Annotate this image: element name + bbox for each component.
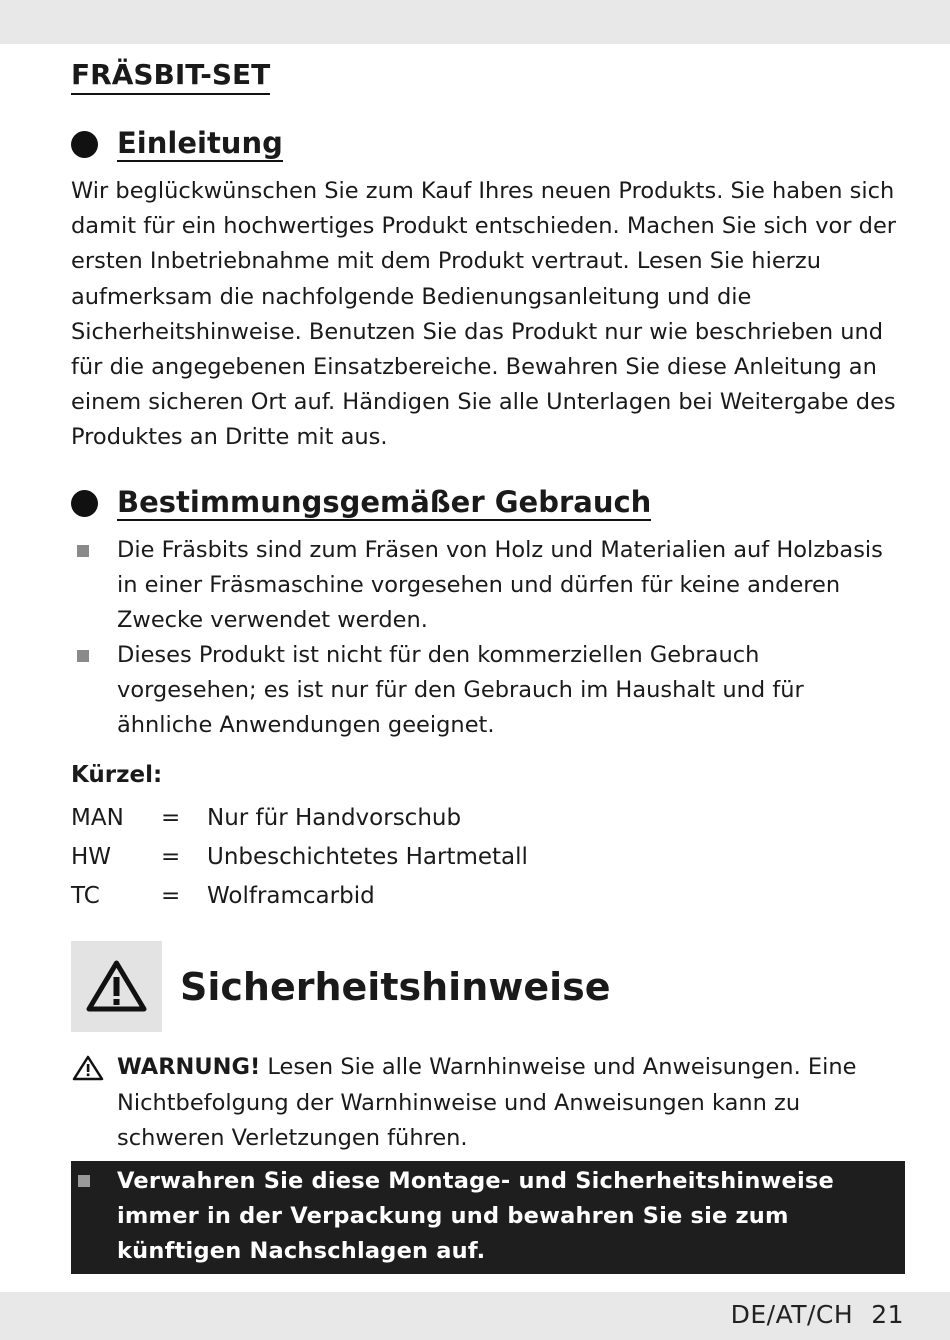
list-item [71,638,906,743]
page-number: 21 [871,1300,904,1329]
abbreviation-equals: = [161,844,181,870]
square-bullet-icon [77,545,89,557]
warning-paragraph [71,1050,911,1157]
footer-locale: DE/AT/CH [730,1300,854,1329]
list-item-text: Die Fräsbits sind zum Fräsen von Holz und Materialien auf Holzbasis in einer Fräsmaschine vorgesehen und dürfen für keine anderen Zwecke verwendet werden. [117,537,883,633]
warning-label: WARNUNG! [117,1054,261,1080]
abbreviation-key: HW [71,844,112,870]
abbreviation-equals: = [161,883,181,909]
warning-text: Lesen Sie alle Warnhinweise und Anweisungen. Eine Nichtbefolgung der Warnhinweise und Anweisungen kann zu schweren Verletzungen führen. [117,1054,857,1151]
intended-use-list [71,533,906,743]
abbreviation-key: MAN [71,805,124,831]
intro-heading: Einleitung [117,126,283,160]
warning-small-icon [71,1054,105,1082]
abbreviation-key: TC [71,883,100,909]
boxed-note-text: Verwahren Sie diese Montage- und Sicherheitshinweise immer in der Verpackung und bewahren Sie sie zum künftigen Nachschlagen auf. [117,1168,834,1264]
abbreviation-equals: = [161,805,181,831]
top-band [0,0,950,44]
abbreviations-title: Kürzel: [71,762,163,788]
boxed-note [71,1161,905,1274]
intended-use-heading: Bestimmungsgemäßer Gebrauch [117,485,652,519]
list-item-text: Dieses Produkt ist nicht für den kommerziellen Gebrauch vorgesehen; es ist nur für den Gebrauch im Haushalt und für ähnliche Anwendungen geeignet. [117,642,804,738]
list-item [71,533,906,638]
safety-icon-box [71,941,162,1032]
page-footer [731,1300,904,1329]
square-bullet-icon [77,650,89,662]
intended-use-heading-row [71,485,651,521]
bullet-dot-icon [71,131,98,158]
abbreviation-value: Unbeschichtetes Hartmetall [207,844,528,870]
abbreviation-value: Nur für Handvorschub [207,805,462,831]
safety-heading: Sicherheitshinweise [180,965,611,1009]
abbreviation-value: Wolframcarbid [207,883,375,909]
intro-heading-row [71,126,283,162]
warning-triangle-icon [71,941,162,1032]
warning-block [71,1050,911,1157]
intro-paragraph: Wir beglückwünschen Sie zum Kauf Ihres neuen Produkts. Sie haben sich damit für ein hochwertiges Produkt entschieden. Machen Sie sich vor der ersten Inbetriebnahme mit dem Produkt vertraut. Lesen Sie hierzu aufmerksam die nachfolgende Bedienungsanleitung und die Sicherheitshinweise. Benutzen Sie das Produkt nur wie beschrieben und für die angegebenen Einsatzbereiche. Bewahren Sie diese Anleitung an einem sicheren Ort auf. Händigen Sie alle Unterlagen bei Weitergabe des Produktes an Dritte mit aus. [71,178,897,451]
document-title: FRÄSBIT-SET [71,58,270,95]
bullet-dot-icon [71,490,98,517]
square-bullet-icon [78,1175,90,1187]
